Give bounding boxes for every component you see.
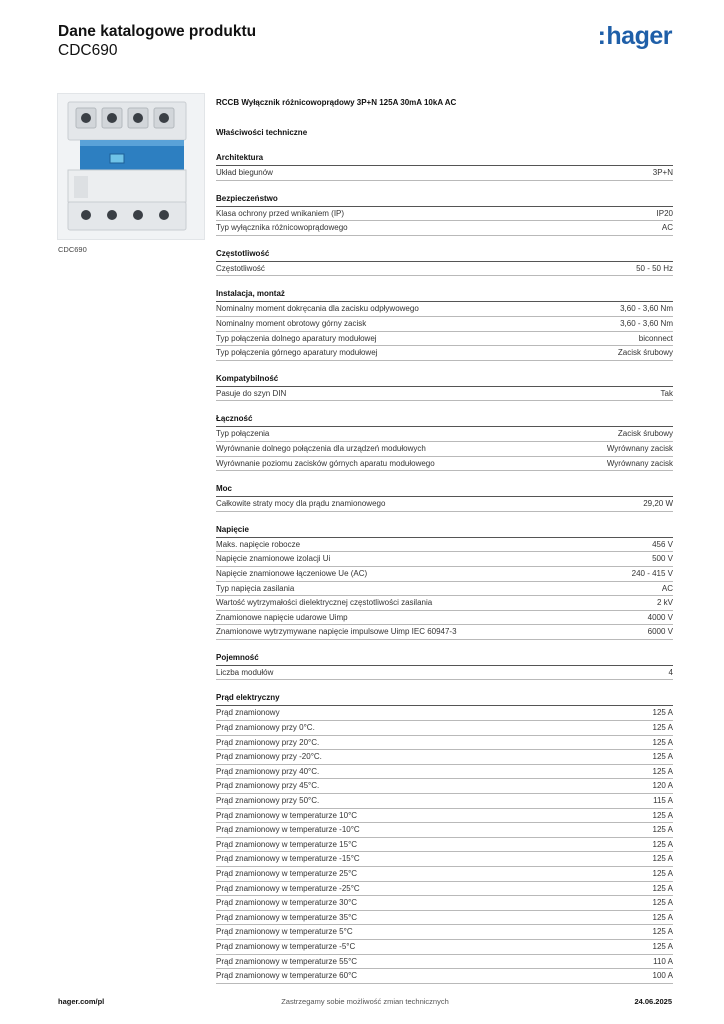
- spec-value: Wyrównany zacisk: [606, 443, 673, 453]
- product-name: RCCB Wyłącznik różnicowoprądowy 3P+N 125A 30mA 10kA AC: [216, 98, 457, 107]
- spec-row: [216, 940, 673, 955]
- spec-label: Napięcie znamionowe izolacji Ui: [216, 554, 331, 564]
- spec-label: Prąd znamionowy w temperaturze 15°C: [216, 839, 358, 849]
- spec-row: [216, 823, 673, 838]
- spec-row: [216, 911, 673, 926]
- spec-label: Prąd znamionowy przy 45°C.: [216, 781, 320, 791]
- spec-label: Prąd znamionowy przy 20°C.: [216, 737, 320, 747]
- spec-value: 500 V: [652, 554, 673, 564]
- spec-value: 125 A: [652, 883, 673, 893]
- spec-value: 3P+N: [652, 168, 673, 177]
- section-title: Prąd elektryczny: [216, 691, 673, 706]
- spec-row: [216, 346, 673, 361]
- spec-value: 4000 V: [647, 612, 673, 622]
- spec-value: 125 A: [652, 927, 673, 937]
- spec-row: [216, 207, 673, 222]
- spec-row: [216, 666, 673, 681]
- technical-properties-title: Właściwości techniczne: [216, 128, 308, 137]
- spec-row: [216, 317, 673, 332]
- spec-row: [216, 538, 673, 553]
- section-title: Łączność: [216, 412, 673, 427]
- spec-row: [216, 750, 673, 765]
- logo-text: hager: [606, 22, 672, 50]
- spec-row: [216, 611, 673, 626]
- footer-disclaimer: Zastrzegamy sobie możliwość zmian technicznych: [281, 997, 449, 1006]
- spec-section: [216, 412, 673, 471]
- spec-label: Prąd znamionowy przy 50°C.: [216, 796, 320, 806]
- section-title: Bezpieczeństwo: [216, 192, 673, 207]
- spec-label: Prąd znamionowy w temperaturze -10°C: [216, 825, 360, 835]
- spec-row: [216, 582, 673, 597]
- spec-value: Wyrównany zacisk: [606, 458, 673, 468]
- spec-value: 29,20 W: [643, 499, 673, 509]
- spec-section: [216, 691, 673, 983]
- hager-logo[interactable]: [598, 22, 672, 51]
- page-title: Dane katalogowe produktu: [58, 23, 257, 40]
- section-title: Pojemność: [216, 651, 673, 666]
- spec-value: 3,60 - 3,60 Nm: [620, 304, 673, 314]
- spec-section: [216, 523, 673, 640]
- spec-section: [216, 247, 673, 277]
- product-code: CDC690: [58, 42, 118, 59]
- section-title: Kompatybilność: [216, 372, 673, 387]
- logo-prefix: :: [597, 22, 606, 50]
- spec-value: 125 A: [652, 825, 673, 835]
- spec-value: 3,60 - 3,60 Nm: [620, 318, 673, 328]
- spec-value: 125 A: [652, 752, 673, 762]
- spec-label: Pasuje do szyn DIN: [216, 388, 287, 398]
- spec-row: [216, 497, 673, 512]
- spec-row: [216, 765, 673, 780]
- spec-label: Prąd znamionowy w temperaturze 30°C: [216, 898, 358, 908]
- spec-row: [216, 867, 673, 882]
- page-footer: [58, 997, 672, 1009]
- spec-row: [216, 262, 673, 277]
- spec-label: Typ napięcia zasilania: [216, 583, 295, 593]
- spec-label: Prąd znamionowy w temperaturze 25°C: [216, 869, 358, 878]
- spec-label: Wartość wytrzymałości dielektrycznej częstotliwości zasilania: [216, 598, 433, 608]
- spec-row: [216, 809, 673, 824]
- spec-value: 125 A: [652, 810, 673, 820]
- spec-value: 50 - 50 Hz: [636, 263, 673, 273]
- spec-label: Klasa ochrony przed wnikaniem (IP): [216, 208, 345, 218]
- spec-value: 125 A: [652, 854, 673, 864]
- spec-value: 125 A: [652, 766, 673, 776]
- spec-value: 100 A: [652, 971, 673, 981]
- spec-row: [216, 221, 673, 236]
- spec-label: Prąd znamionowy przy 40°C.: [216, 766, 320, 776]
- spec-value: Zacisk śrubowy: [617, 429, 673, 439]
- spec-value: 125 A: [652, 941, 673, 951]
- spec-row: [216, 794, 673, 809]
- spec-section: [216, 151, 673, 181]
- spec-label: Prąd znamionowy w temperaturze 55°C: [216, 956, 358, 966]
- spec-row: [216, 442, 673, 457]
- spec-section: [216, 372, 673, 402]
- spec-value: 125 A: [652, 839, 673, 849]
- spec-value: 125 A: [652, 723, 673, 733]
- spec-value: IP20: [656, 208, 673, 218]
- spec-section: [216, 287, 673, 360]
- image-caption: CDC690: [58, 245, 87, 254]
- page-header: [58, 22, 256, 60]
- spec-label: Układ biegunów: [216, 168, 273, 177]
- spec-label: Częstotliwość: [216, 263, 265, 273]
- spec-label: Typ połączenia: [216, 429, 270, 439]
- spec-value: AC: [661, 223, 673, 233]
- spec-value: 125 A: [652, 737, 673, 747]
- spec-row: [216, 925, 673, 940]
- spec-row: [216, 838, 673, 853]
- spec-value: 115 A: [653, 796, 673, 806]
- spec-value: 4: [668, 667, 673, 677]
- spec-label: Nominalny moment dokręcania dla zacisku odpływowego: [216, 304, 419, 314]
- section-title: Architektura: [216, 151, 673, 166]
- product-image: [57, 93, 205, 240]
- spec-label: Typ połączenia dolnego aparatury modułowej: [216, 333, 377, 343]
- spec-sections: [216, 151, 673, 984]
- spec-label: Prąd znamionowy przy -20°C.: [216, 752, 322, 762]
- spec-value: 125 A: [652, 898, 673, 908]
- spec-label: Typ połączenia górnego aparatury modułowej: [216, 348, 378, 358]
- spec-value: biconnect: [638, 333, 673, 343]
- spec-label: Prąd znamionowy w temperaturze -15°C: [216, 854, 360, 864]
- spec-row: [216, 852, 673, 867]
- spec-section: [216, 482, 673, 512]
- section-title: Moc: [216, 482, 673, 497]
- footer-date: 24.06.2025: [634, 997, 672, 1006]
- spec-section: [216, 192, 673, 236]
- spec-label: Napięcie znamionowe łączeniowe Ue (AC): [216, 568, 368, 578]
- spec-section: [216, 651, 673, 681]
- spec-row: [216, 896, 673, 911]
- spec-row: [216, 625, 673, 640]
- spec-label: Znamionowe napięcie udarowe Uimp: [216, 612, 348, 622]
- spec-row: [216, 736, 673, 751]
- spec-row: [216, 166, 673, 181]
- spec-value: 110 A: [653, 956, 673, 966]
- spec-row: [216, 969, 673, 984]
- rccb-device-illustration: [58, 94, 204, 239]
- spec-label: Wyrównanie poziomu zacisków górnych aparatu modułowego: [216, 458, 435, 468]
- section-title: Instalacja, montaż: [216, 287, 673, 302]
- spec-label: Maks. napięcie robocze: [216, 539, 301, 549]
- spec-row: [216, 567, 673, 582]
- spec-row: [216, 596, 673, 611]
- spec-value: 240 - 415 V: [631, 568, 673, 578]
- spec-value: 120 A: [652, 781, 673, 791]
- spec-label: Liczba modułów: [216, 667, 274, 677]
- spec-value: 456 V: [652, 539, 673, 549]
- spec-value: 125 A: [652, 708, 673, 718]
- spec-label: Nominalny moment obrotowy górny zacisk: [216, 318, 367, 328]
- spec-value: 2 kV: [656, 598, 673, 608]
- spec-value: Tak: [660, 388, 673, 398]
- spec-content: [216, 96, 673, 984]
- spec-value: AC: [661, 583, 673, 593]
- spec-value: Zacisk śrubowy: [617, 348, 673, 358]
- spec-label: Prąd znamionowy w temperaturze 10°C: [216, 810, 358, 820]
- spec-row: [216, 387, 673, 402]
- spec-label: Prąd znamionowy w temperaturze 5°C: [216, 927, 353, 937]
- spec-label: Całkowite straty mocy dla prądu znamionowego: [216, 499, 386, 509]
- spec-label: Znamionowe wytrzymywane napięcie impulsowe Uimp IEC 60947-3: [216, 627, 457, 637]
- spec-label: Prąd znamionowy w temperaturze 60°C: [216, 971, 358, 981]
- spec-row: [216, 706, 673, 721]
- section-title: Częstotliwość: [216, 247, 673, 262]
- spec-row: [216, 882, 673, 897]
- spec-row: [216, 457, 673, 472]
- spec-row: [216, 779, 673, 794]
- spec-label: Prąd znamionowy w temperaturze -25°C: [216, 883, 360, 893]
- spec-label: Wyrównanie dolnego połączenia dla urządzeń modułowych: [216, 443, 426, 453]
- section-title: Napięcie: [216, 523, 673, 538]
- spec-row: [216, 721, 673, 736]
- footer-website-link[interactable]: hager.com/pl: [58, 997, 105, 1006]
- spec-value: 125 A: [652, 912, 673, 922]
- spec-label: Prąd znamionowy przy 0°C.: [216, 723, 315, 733]
- spec-row: [216, 552, 673, 567]
- spec-label: Typ wyłącznika różnicowoprądowego: [216, 223, 348, 233]
- spec-label: Prąd znamionowy: [216, 708, 280, 718]
- spec-row: [216, 955, 673, 970]
- spec-row: [216, 427, 673, 442]
- spec-label: Prąd znamionowy w temperaturze -5°C: [216, 941, 356, 951]
- spec-label: Prąd znamionowy w temperaturze 35°C: [216, 912, 358, 922]
- spec-row: [216, 332, 673, 347]
- spec-value: 6000 V: [647, 627, 673, 637]
- spec-row: [216, 302, 673, 317]
- spec-value: 125 A: [652, 869, 673, 878]
